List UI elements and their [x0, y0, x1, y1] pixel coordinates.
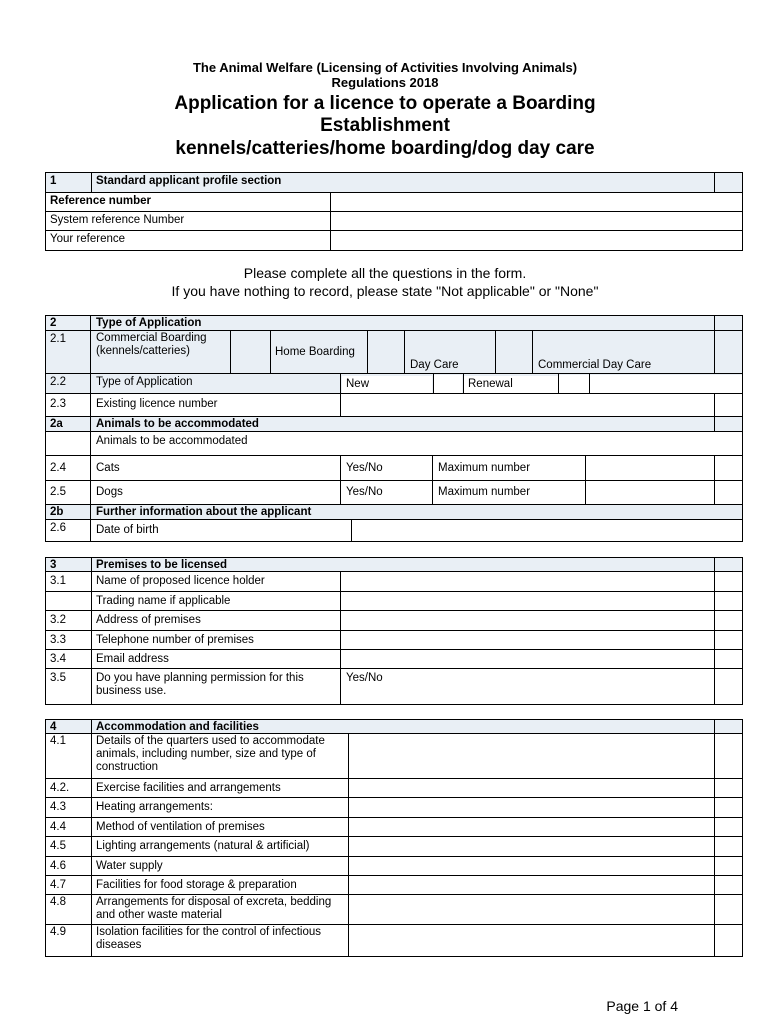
planning-permission-label: Do you have planning permission for this business use.	[96, 672, 304, 697]
waste-disposal-label: Arrangements for disposal of excreta, bedding and other waste material	[96, 896, 332, 921]
trading-name-label: Trading name if applicable	[96, 595, 231, 607]
section1-table	[45, 172, 743, 251]
intro-line1: Please complete all the questions in the form.	[243, 265, 527, 281]
row-3-1-number: 3.1	[50, 575, 66, 587]
renewal-checkbox[interactable]	[559, 375, 589, 393]
section2b-number: 2b	[50, 506, 64, 518]
commercial-boarding-label: Commercial Boarding (kennels/catteries)	[96, 332, 207, 357]
email-field[interactable]	[341, 650, 714, 668]
commercial-day-care-label: Commercial Day Care	[538, 359, 652, 371]
telephone-label: Telephone number of premises	[96, 634, 254, 646]
new-checkbox[interactable]	[434, 375, 462, 393]
system-reference-field[interactable]	[331, 212, 742, 230]
row-4-3-number: 4.3	[50, 801, 66, 813]
page-number: Page 1 of 4	[606, 998, 678, 1014]
dogs-maximum-label: Maximum number	[438, 486, 531, 498]
water-supply-field[interactable]	[349, 857, 714, 875]
row-4-9-number: 4.9	[50, 926, 66, 938]
row-4-8-number: 4.8	[50, 896, 66, 908]
commercial-day-care-checkbox[interactable]	[715, 331, 742, 373]
section3-number: 3	[50, 559, 57, 571]
heating-label: Heating arrangements:	[96, 801, 213, 813]
licence-holder-field[interactable]	[341, 572, 714, 590]
date-of-birth-label: Date of birth	[96, 524, 159, 536]
regulation-title-line2: Regulations 2018	[331, 75, 439, 90]
row-4-1-number: 4.1	[50, 735, 66, 747]
row-2-2-number: 2.2	[50, 376, 66, 388]
section2a-number: 2a	[50, 418, 63, 430]
heating-field[interactable]	[349, 798, 714, 816]
section4-title: Accommodation and facilities	[96, 721, 259, 733]
form-title-line2: Establishment	[320, 115, 450, 136]
your-reference-label: Your reference	[50, 233, 126, 245]
section2-number: 2	[50, 317, 57, 329]
row-4-7-number: 4.7	[50, 879, 66, 891]
row-3-5-number: 3.5	[50, 672, 66, 684]
new-label: New	[342, 376, 432, 393]
day-care-checkbox[interactable]	[496, 331, 532, 373]
water-supply-label: Water supply	[96, 860, 163, 872]
section4-table	[45, 719, 743, 957]
row-4-6-number: 4.6	[50, 860, 66, 872]
row-2-3-number: 2.3	[50, 398, 66, 410]
dogs-maximum-field[interactable]	[586, 481, 714, 504]
regulation-title-line1: The Animal Welfare (Licensing of Activities Involving Animals)	[192, 60, 578, 75]
section3-table	[45, 557, 743, 705]
email-label: Email address	[96, 653, 169, 665]
isolation-facilities-label: Isolation facilities for the control of infectious diseases	[96, 926, 322, 951]
section1-number: 1	[50, 175, 57, 187]
reference-number-heading: Reference number	[50, 195, 151, 207]
section2-table	[45, 315, 743, 542]
row-3-3-number: 3.3	[50, 634, 66, 646]
form-title-line1: Application for a licence to operate a Boarding	[174, 93, 596, 114]
exercise-facilities-field[interactable]	[349, 779, 714, 796]
row-3-4-number: 3.4	[50, 653, 66, 665]
section2b-title: Further information about the applicant	[96, 506, 312, 518]
system-reference-label: System reference Number	[50, 214, 185, 226]
exercise-facilities-label: Exercise facilities and arrangements	[96, 782, 281, 794]
food-storage-label: Facilities for food storage & preparation	[96, 879, 297, 891]
existing-licence-field[interactable]	[341, 394, 714, 416]
food-storage-field[interactable]	[349, 876, 714, 894]
address-field[interactable]	[341, 611, 714, 629]
lighting-label: Lighting arrangements (natural & artificial)	[96, 840, 310, 852]
section3-title: Premises to be licensed	[96, 559, 228, 571]
row-3-2-number: 3.2	[50, 614, 66, 626]
row-4-5-number: 4.5	[50, 840, 66, 852]
cats-yes-no[interactable]: Yes/No	[346, 462, 383, 474]
lighting-field[interactable]	[349, 837, 714, 855]
section2-title: Type of Application	[96, 317, 202, 329]
section2a-title: Animals to be accommodated	[96, 418, 259, 430]
quarters-details-label: Details of the quarters used to accommodate animals, including number, size and type of construction	[96, 735, 325, 773]
ventilation-field[interactable]	[349, 818, 714, 836]
cats-maximum-label: Maximum number	[438, 462, 531, 474]
home-boarding-label: Home Boarding	[275, 346, 355, 358]
dogs-label: Dogs	[96, 486, 123, 498]
section1-title: Standard applicant profile section	[96, 175, 282, 187]
form-title-line3: kennels/catteries/home boarding/dog day care	[175, 138, 595, 159]
day-care-label: Day Care	[410, 359, 459, 371]
reference-number-field[interactable]	[331, 193, 742, 211]
commercial-boarding-checkbox[interactable]	[231, 331, 271, 373]
date-of-birth-field[interactable]	[352, 520, 742, 540]
waste-disposal-field[interactable]	[349, 895, 714, 924]
dogs-yes-no[interactable]: Yes/No	[346, 486, 383, 498]
trading-name-field[interactable]	[341, 592, 714, 610]
renewal-label: Renewal	[464, 376, 558, 393]
row-4-2-number: 4.2.	[50, 782, 70, 794]
type-of-application-label: Type of Application	[96, 376, 193, 388]
your-reference-field[interactable]	[331, 231, 742, 249]
existing-licence-label: Existing licence number	[96, 398, 218, 410]
isolation-facilities-field[interactable]	[349, 925, 714, 955]
row-2-1-number: 2.1	[50, 333, 66, 345]
licence-holder-label: Name of proposed licence holder	[96, 575, 265, 587]
cats-label: Cats	[96, 462, 120, 474]
row-2-4-number: 2.4	[50, 462, 66, 474]
animals-accommodated-sublabel: Animals to be accommodated	[96, 435, 248, 447]
cats-maximum-field[interactable]	[586, 456, 714, 480]
home-boarding-checkbox[interactable]	[368, 331, 404, 373]
ventilation-label: Method of ventilation of premises	[96, 821, 265, 833]
intro-line2: If you have nothing to record, please state "Not applicable" or "None"	[171, 283, 599, 299]
address-label: Address of premises	[96, 614, 201, 626]
telephone-field[interactable]	[341, 631, 714, 649]
row-2-6-number: 2.6	[50, 522, 66, 534]
row-4-4-number: 4.4	[50, 821, 66, 833]
section4-number: 4	[50, 721, 57, 733]
row-2-5-number: 2.5	[50, 486, 66, 498]
planning-permission-yes-no[interactable]: Yes/No	[346, 672, 383, 684]
quarters-details-field[interactable]	[349, 734, 714, 778]
